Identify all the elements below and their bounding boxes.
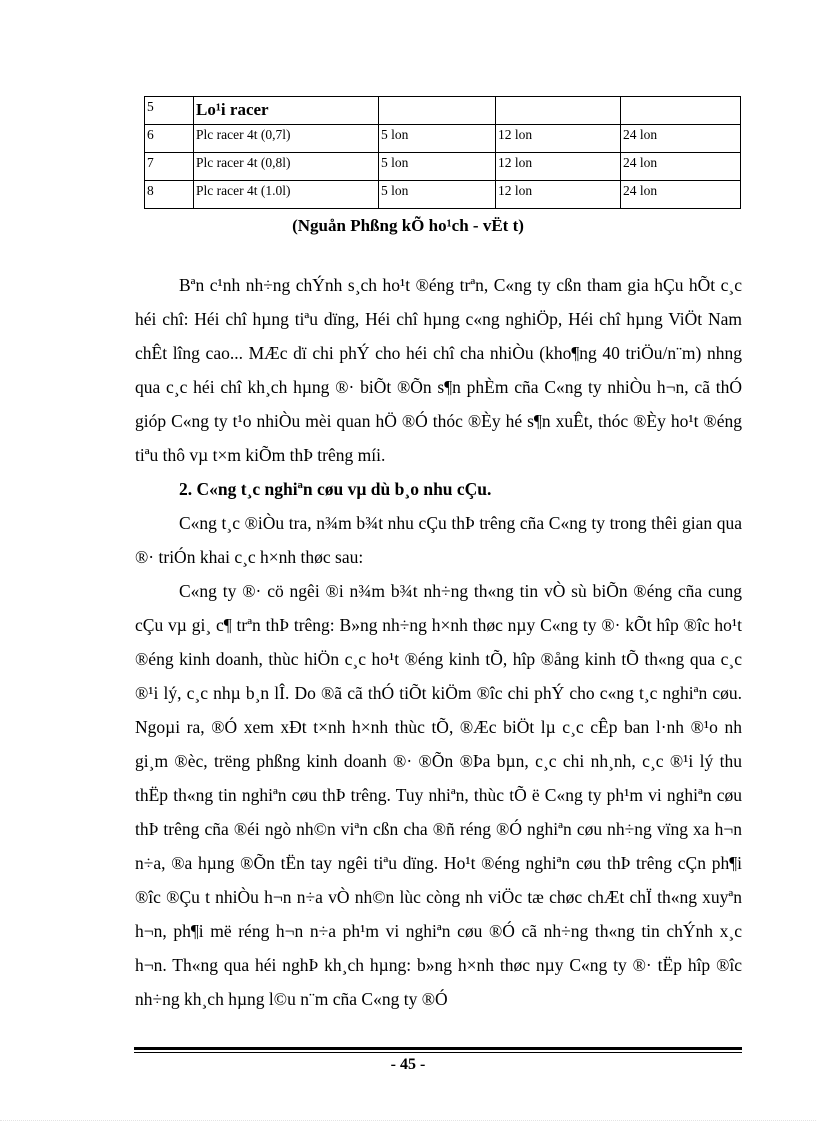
table-cell: 8 <box>145 181 194 209</box>
paragraph: C«ng ty ®· cö ngêi ®i n¾m b¾t nh÷ng th«ng tin vÒ sù biÕn ®éng cña cung cÇu vµ gi¸ c¶ trªn thÞ trêng: B»ng nh÷ng h×nh thøc nµy C«ng ty ®· kÕt hîp ®îc ho¹t ®éng kinh doanh, thùc hiÖn c¸c ho¹t ®éng kinh tÕ, hîp ®ång kinh tÕ th«ng qua c¸c ®¹i lý, c¸c nhµ b¸n lÎ. Do ®ã cã thÓ tiÕt kiÖm ®îc chi phÝ cho c«ng t¸c nghiªn cøu. Ngoµi ra, ®Ó xem xÐt t×nh h×nh thùc tÕ, ®Æc biÖt lµ c¸c cÊp ban l·nh ®¹o nh gi¸m ®èc, trëng phßng kinh doanh ®· ®Õn ®Þa bµn, c¸c chi nh¸nh, c¸c ®¹i lý thu thËp th«ng tin nghiªn cøu thÞ trêng. Tuy nhiªn, thùc tÕ ë C«ng ty ph¹m vi nghiªn cøu thÞ trêng cña ®éi ngò nh©n viªn cßn cha ®ñ réng ®Ó nghiªn cøu nh÷ng vïng xa h¬n n÷a, ®a hµng ®Õn tËn tay ngêi tiªu dïng. Ho¹t ®éng nghiªn cøu thÞ trêng cÇn ph¶i ®îc ®Çu t nhiÒu h¬n n÷a vÒ nh©n lùc còng nh viÖc tæ chøc chÆt chÏ th«ng xuyªn h¬n, ph¶i më réng h¬n n÷a ph¹m vi nghiªn cøu ®Ó cã nh÷ng th«ng tin chÝnh x¸c h¬n. Th«ng qua héi nghÞ kh¸ch hµng: b»ng h×nh thøc nµy C«ng ty ®· tËp hîp ®îc nh÷ng kh¸ch hµng l©u n¨m cña C«ng ty ®Ó <box>135 581 742 1009</box>
footer-rule <box>134 1047 742 1050</box>
table-cell <box>379 97 496 125</box>
table-cell: 12 lon <box>496 125 621 153</box>
page-number: - 45 - <box>390 1056 426 1073</box>
table-cell: 7 <box>145 153 194 181</box>
table-row <box>145 153 741 181</box>
table-cell <box>621 97 741 125</box>
table-row <box>145 181 741 209</box>
table-cell: Plc racer 4t (0,7l) <box>194 125 379 153</box>
table-cell: 12 lon <box>496 153 621 181</box>
table-cell: 5 <box>145 97 194 125</box>
table-cell: 5 lon <box>379 153 496 181</box>
table-cell: 5 lon <box>379 181 496 209</box>
table-cell: 5 lon <box>379 125 496 153</box>
table-cell: 24 lon <box>621 153 741 181</box>
table-cell: Plc racer 4t (1.0l) <box>194 181 379 209</box>
table-row <box>145 97 741 125</box>
table-cell: 24 lon <box>621 181 741 209</box>
table-cell: Plc racer 4t (0,8l) <box>194 153 379 181</box>
table-cell: 12 lon <box>496 181 621 209</box>
page-edge <box>0 1120 816 1121</box>
body-text <box>135 268 742 1016</box>
table-cell <box>496 97 621 125</box>
table-cell: Lo¹i racer <box>194 97 379 125</box>
table-cell: 6 <box>145 125 194 153</box>
paragraph: C«ng t¸c ®iÒu tra, n¾m b¾t nhu cÇu thÞ trêng cña C«ng ty trong thêi gian qua ®· triÓn khai c¸c h×nh thøc sau: <box>135 513 742 567</box>
footer-rule-thin <box>134 1052 742 1053</box>
product-table <box>144 96 741 209</box>
section-heading: 2. C«ng t¸c nghiªn cøu vµ dù b¸o nhu cÇu. <box>179 479 492 499</box>
paragraph: Bªn c¹nh nh÷ng chÝnh s¸ch ho¹t ®éng trªn, C«ng ty cßn tham gia hÇu hÕt c¸c héi chî: Héi chî hµng tiªu dïng, Héi chî hµng c«ng nghiÖp, Héi chî hµng ViÖt Nam chÊt lîng cao... MÆc dï chi phÝ cho héi chî cha nhiÒu (kho¶ng 40 triÖu/n¨m) nhng qua c¸c héi chî kh¸ch hµng ®· biÕt ®Õn s¶n phÈm cña C«ng ty nhiÒu h¬n, cã thÓ gióp C«ng ty t¹o nhiÒu mèi quan hÖ ®Ó thóc ®Èy hé s¶n xuÊt, thóc ®Èy ho¹t ®éng tiªu thô vµ t×m kiÕm thÞ trêng míi. <box>135 275 742 465</box>
table-row <box>145 125 741 153</box>
table-cell: 24 lon <box>621 125 741 153</box>
table-caption: (Nguån Phßng kÕ ho¹ch - vËt t) <box>292 216 524 235</box>
